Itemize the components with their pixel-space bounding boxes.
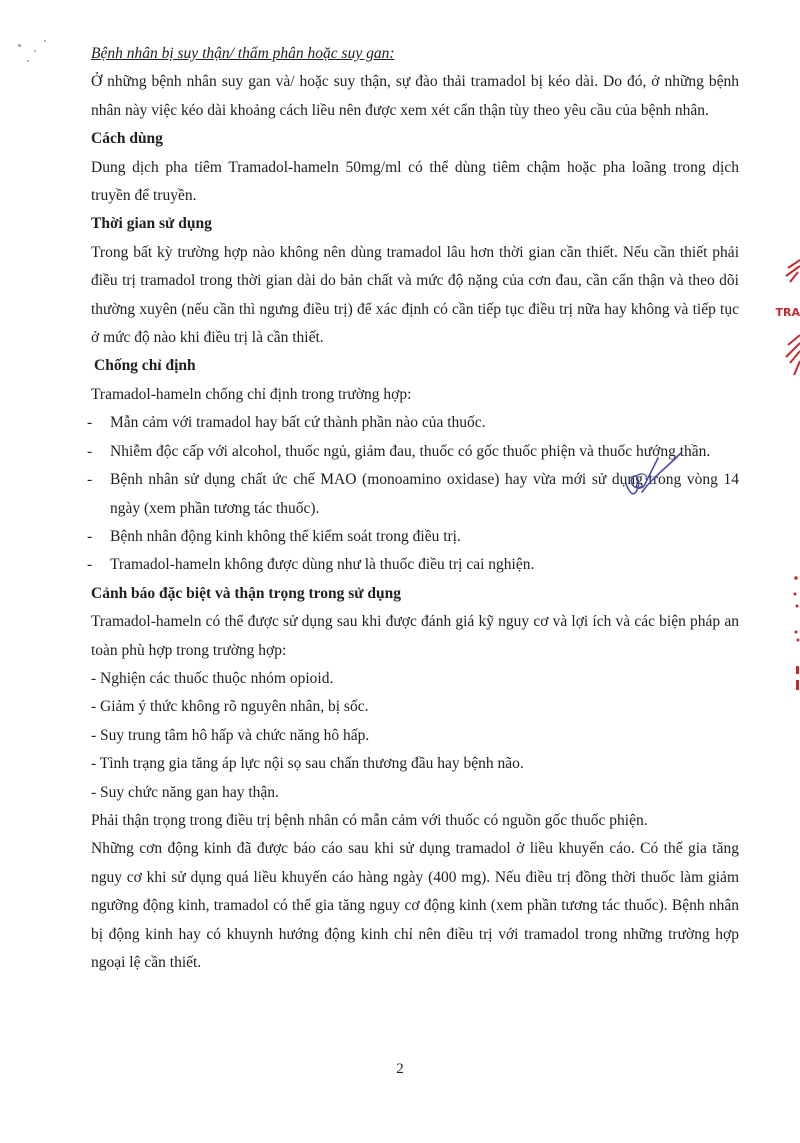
scan-artifact — [27, 60, 29, 62]
stamp-fragment-text: TRA — [775, 306, 800, 319]
scan-artifact — [44, 40, 46, 42]
stamp-fragment — [784, 333, 800, 377]
paragraph-warnings-caution: Phải thận trọng trong điều trị bệnh nhân có mẫn cảm với thuốc có nguồn gốc thuốc phiện. — [91, 811, 648, 829]
bullet-marker: - — [87, 414, 93, 432]
stamp-fragment — [790, 574, 800, 694]
list-item: - Nghiện các thuốc thuộc nhóm opioid. — [91, 669, 334, 687]
paragraph-duration: Trong bất kỳ trường hợp nào không nên dùng tramadol lâu hơn thời gian cần thiết. Nếu cần thiết phải điều trị tramadol trong thời gian dài do bản chất và mức độ nặng của cơn đau, cần cẩn thận và theo dõi thường xuyên (nếu cần thì ngưng điều trị) để xác định có cần tiếp tục điều trị nữa hay không và tiếp tục ở mức độ nào khi điều trị là cần thiết. — [91, 243, 739, 347]
list-item-text: Bệnh nhân sử dụng chất ức chế MAO (monoamino oxidase) hay vừa mới sử dụng trong vòng 14 ngày (xem phần tương tác thuốc). — [110, 471, 739, 517]
list-item: - Suy chức năng gan hay thận. — [91, 783, 279, 801]
list-item — [87, 409, 739, 437]
section-heading-usage: Cách dùng — [91, 130, 163, 148]
document-body — [87, 40, 739, 977]
paragraph-warnings-intro: Tramadol-hameln có thể được sử dụng sau khi được đánh giá kỹ nguy cơ và lợi ích và các biện pháp an toàn phù hợp trong trường hợp: — [91, 613, 739, 659]
paragraph-warnings-seizures: Những cơn động kinh đã được báo cáo sau khi sử dụng tramadol ở liều khuyến cáo. Có thể gia tăng nguy cơ khi sử dụng quá liều khuyến cáo hàng ngày (400 mg). Nếu điều trị đồng thời thuốc làm giảm ngưỡng động kinh, tramadol có thể gia tăng nguy cơ động kinh (xem phần tương tác thuốc). Bệnh nhân bị động kinh hay có khuynh hướng động kinh chỉ nên điều trị với tramadol trong những trường hợp ngoại lệ cần thiết. — [91, 840, 739, 971]
list-item-text: Bệnh nhân động kinh không thể kiểm soát trong điều trị. — [110, 527, 461, 545]
signature-mark — [612, 448, 692, 504]
scan-artifact — [34, 50, 36, 52]
section-heading-renal: Bệnh nhân bị suy thận/ thẩm phân hoặc suy gan: — [91, 45, 395, 62]
bullet-marker: - — [87, 556, 93, 574]
paragraph-usage: Dung dịch pha tiêm Tramadol-hameln 50mg/ml có thể dùng tiêm chậm hoặc pha loãng trong dịch truyền để truyền. — [91, 158, 739, 205]
bullet-marker: - — [87, 442, 93, 460]
list-item-text: Nhiễm độc cấp với alcohol, thuốc ngủ, giảm đau, thuốc có gốc thuốc phiện và thuốc hướng thần. — [110, 442, 711, 460]
list-item — [87, 523, 739, 551]
scan-artifact — [18, 44, 21, 47]
page-number: 2 — [396, 1061, 404, 1077]
paragraph-renal: Ở những bệnh nhân suy gan và/ hoặc suy thận, sự đào thải tramadol bị kéo dài. Do đó, ở những bệnh nhân này việc kéo dài khoảng cách liều nên được xem xét cẩn thận tùy theo yêu cầu của bệnh nhân. — [91, 73, 739, 119]
section-heading-contraindications: Chống chỉ định — [94, 357, 196, 375]
paragraph-contraindications-intro: Tramadol-hameln chống chỉ định trong trường hợp: — [91, 385, 412, 403]
list-item: - Giảm ý thức không rõ nguyên nhân, bị sốc. — [91, 698, 369, 716]
section-heading-warnings: Cảnh báo đặc biệt và thận trọng trong sử dụng — [91, 584, 402, 602]
stamp-fragment — [780, 258, 800, 284]
list-item — [87, 551, 739, 579]
bullet-marker: - — [87, 527, 93, 545]
bullet-marker: - — [87, 471, 93, 489]
list-item: - Tình trạng gia tăng áp lực nội sọ sau chấn thương đầu hay bệnh não. — [91, 755, 524, 773]
section-heading-duration: Thời gian sử dụng — [91, 215, 212, 233]
list-item-text: Mẫn cảm với tramadol hay bất cứ thành phần nào của thuốc. — [110, 414, 486, 432]
list-item: - Suy trung tâm hô hấp và chức năng hô hấp. — [91, 726, 370, 744]
list-item-text: Tramadol-hameln không được dùng như là thuốc điều trị cai nghiện. — [110, 556, 535, 574]
